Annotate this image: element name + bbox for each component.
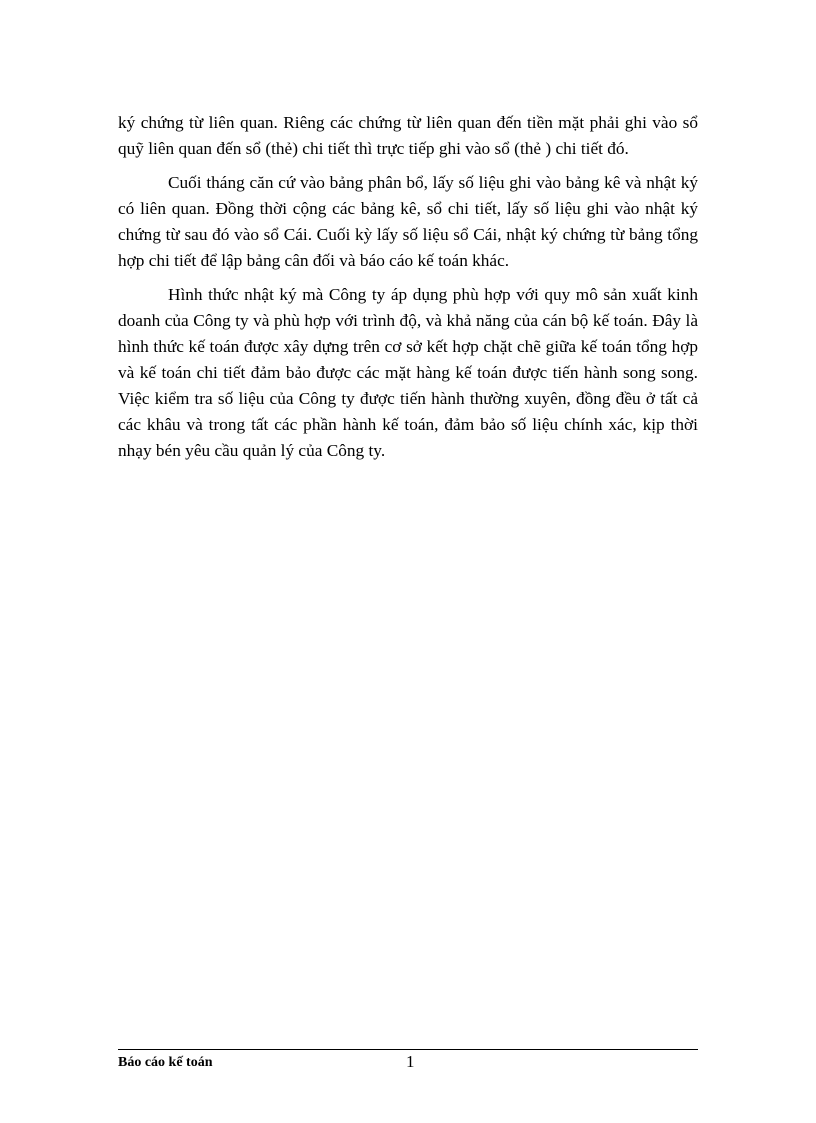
page-footer	[118, 1049, 698, 1073]
document-body	[118, 110, 698, 472]
paragraph-month-end: Cuối tháng căn cứ vào bảng phân bổ, lấy số liệu ghi vào bảng kê và nhật ký có liên quan. Đồng thời cộng các bảng kê, sổ chi tiết, lấy số liệu ghi vào nhật ký chứng từ sau đó vào sổ Cái. Cuối kỳ lấy số liệu sổ Cái, nhật ký chứng từ bảng tổng hợp chi tiết để lập bảng cân đối và báo cáo kế toán khác.	[118, 173, 698, 270]
page-number: 1	[406, 1052, 415, 1071]
footer-title: Báo cáo kế toán	[118, 1055, 213, 1070]
footer-divider	[118, 1049, 698, 1050]
paragraph-journal-form: Hình thức nhật ký mà Công ty áp dụng phù hợp với quy mô sản xuất kinh doanh của Công ty và phù hợp với trình độ, và khả năng của cán bộ kế toán. Đây là hình thức kế toán được xây dựng trên cơ sở kết hợp chặt chẽ giữa kế toán tổng hợp và kế toán chi tiết đảm bảo được các mặt hàng kế toán được tiến hành song song. Việc kiểm tra số liệu của Công ty được tiến hành thường xuyên, đồng đều ở tất cả các khâu và trong tất các phần hành kế toán, đảm bảo số liệu chính xác, kịp thời nhạy bén yêu cầu quản lý của Công ty.	[118, 285, 698, 460]
paragraph-continuation: ký chứng từ liên quan. Riêng các chứng từ liên quan đến tiền mặt phải ghi vào sổ quỹ liên quan đến sổ (thẻ) chi tiết thì trực tiếp ghi vào sổ (thẻ ) chi tiết đó.	[118, 113, 698, 158]
